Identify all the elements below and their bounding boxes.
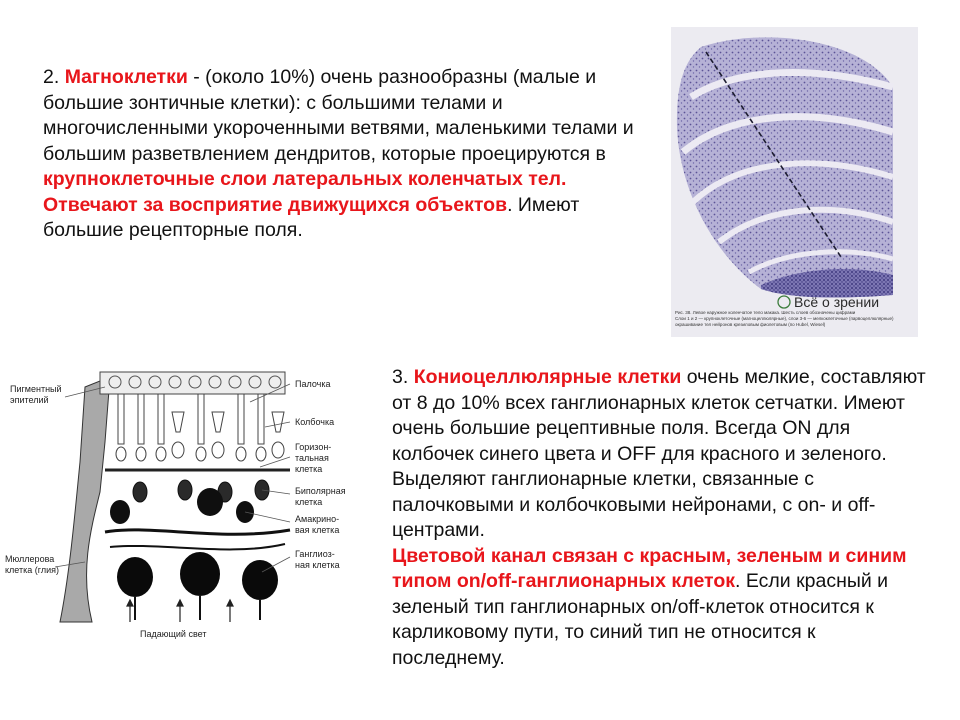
label-ganglion-2: ная клетка (295, 560, 340, 570)
watermark-text: Всё о зрении (794, 294, 880, 310)
photoreceptors (116, 394, 284, 461)
magnocells-paragraph (43, 65, 643, 244)
label-horizontal-3: клетка (295, 464, 323, 474)
label-cone: Колбочка (295, 417, 335, 427)
label-rod: Палочка (295, 379, 331, 389)
ganglion-cells (117, 552, 278, 600)
color-channel-tail: . Если красный и зеленый тип ганглионарных on/off-клеток относится к карликовому пути, то синий тип не относится к последнему. (392, 570, 889, 669)
label-bipolar-2: клетка (295, 497, 323, 507)
ganglion-types-text: Выделяют ганглионарные клетки, связанные с палочковыми и колбочковыми нейронами, с on- и off-центрами. (392, 468, 876, 541)
pigment-epithelium-layer (100, 372, 285, 394)
label-pigment-line1: Пигментный (10, 384, 62, 394)
koniocells-intro (392, 365, 932, 467)
label-muller-2: клетка (глия) (5, 565, 59, 575)
label-amacrine-1: Амакрино- (295, 514, 340, 524)
caption-line: окрашивание тел нейронов крезиловым фиолетовым (по Hubel, Wiesel) (675, 322, 826, 327)
magnocells-highlight: крупноклеточные слои латеральных коленчатых тел. Отвечают за восприятие движущихся объектов (43, 168, 567, 216)
label-horizontal-2: тальная (295, 453, 329, 463)
koniocells-paragraph (392, 365, 932, 671)
label-muller-1: Мюллерова (5, 554, 55, 564)
color-channel-highlight: Цветовой канал связан с красным, зеленым и синим типом on/off-ганглионарных клеток (392, 544, 907, 592)
caption-line: Рис. 38. Левое наружное коленчатое тело макака. Шесть слоев обозначены цифрами (675, 310, 856, 315)
magnocells-description: - (около 10%) очень разнообразны (малые и большие зонтичные клетки): с большими телами и многочисленными укороченными ветвями, маленькими телами и большим разветвлением дендритов, которые проецируются в (43, 66, 634, 165)
magnocells-tail: . Имеют большие рецепторные поля. (43, 193, 580, 241)
label-bipolar-1: Биполярная (295, 486, 346, 496)
label-horizontal-1: Горизон- (295, 442, 332, 452)
label-amacrine-2: вая клетка (295, 525, 340, 535)
label-ganglion-1: Ганглиоз- (295, 549, 335, 559)
item-number: 3. (392, 366, 414, 388)
muller-cell-shape (60, 377, 110, 622)
label-pigment-line2: эпителий (10, 395, 49, 405)
color-channel-text (392, 544, 932, 672)
koniocells-description: очень мелкие, составляют от 8 до 10% всех ганглионарных клеток сетчатки. Имеют очень большие рецептивные поля. Всегда ON для колбочек синего цвета и OFF для красного и зеленого. (392, 366, 926, 465)
inner-plexiform-layer (105, 530, 290, 534)
term-koniocells: Кониоцеллюлярные клетки (413, 366, 682, 388)
retina-diagram (0, 362, 380, 652)
label-light: Падающий свет (140, 629, 207, 639)
term-magnocells: Магноклетки (64, 66, 188, 88)
lgn-histology-image (671, 27, 918, 337)
light-arrows (127, 600, 233, 622)
item-number: 2. (43, 66, 65, 88)
caption-line: Слои 1 и 2 — крупноклеточные (магноцеллюлярные), слои 3-6 — мелкоклеточные (парвоцеллюлярные) (675, 316, 894, 321)
